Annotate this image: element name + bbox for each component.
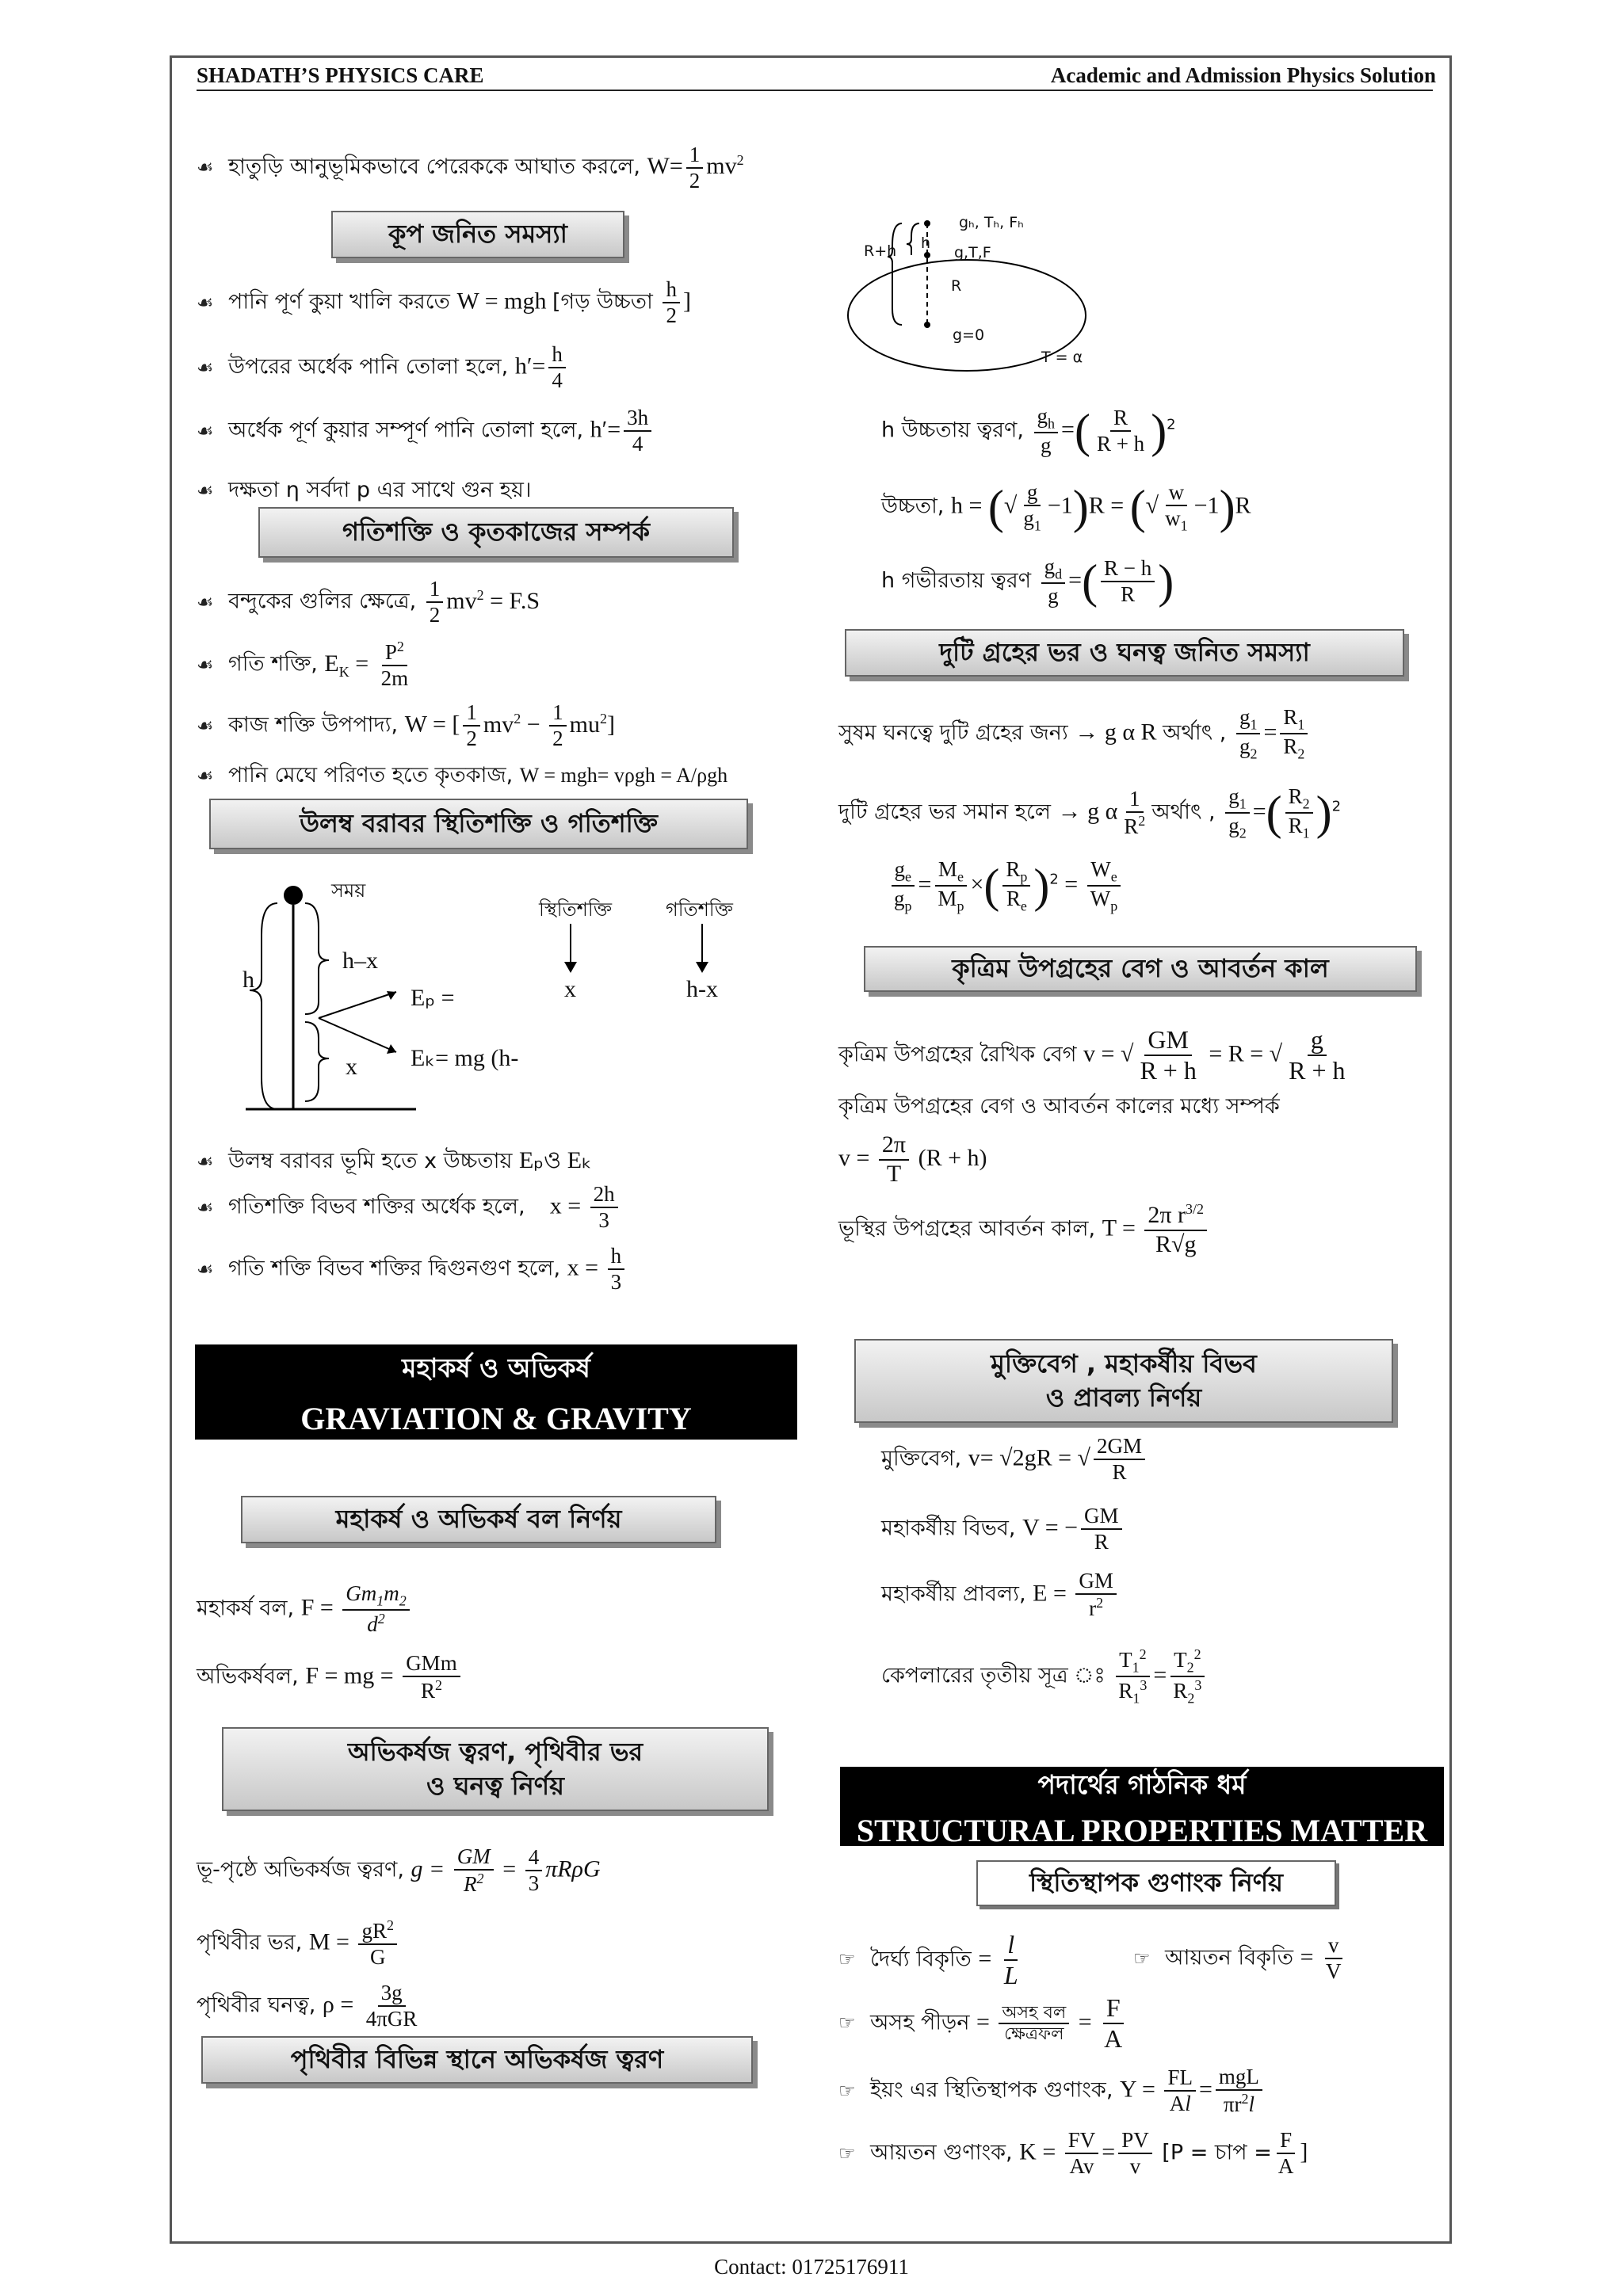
escape-line-4: কেপলারের তৃতীয় সূত্র ঃ $\frac{T_1^2}{R_1^3}$ = $\frac{T_2^2}{R_2^3}$ [881,1646,1208,1707]
bullet-icon: ☙ [197,291,214,314]
bullet-icon: ☙ [197,356,214,379]
arrow-down-icon [564,962,577,973]
kinetic-energy-label: গতিশক্তি [666,898,733,921]
brace-hx [305,903,329,1014]
pointing-hand-icon: ☞ [838,2142,856,2164]
diagram-hx-label: h–x [342,948,378,974]
diagram-rh-label: R+h [864,242,897,260]
diagram-h-small-label: h [921,235,931,252]
stress-denominator: ক্ষেত্রফল [1004,2023,1064,2044]
bullet-icon: ☙ [197,765,214,787]
satellite-line-1: কৃত্রিম উপগ্রহের রৈখিক বেগ v = √ $\frac{GM}{R + h}$ = R = √ $\frac{g}{R + h}$ [838,1025,1346,1085]
diagram-time-label: সময় [331,879,366,902]
footer-contact: Contact: 01725176911 [714,2255,909,2279]
pointing-hand-icon: ☞ [838,2079,856,2102]
well-line-3: ☙ অর্ধেক পূর্ণ কুয়ার সম্পূর্ণ পানি তোলা হলে, h′= $\frac{3h}{4}$ [197,406,655,456]
brace-h [250,903,277,1109]
well-line-2: ☙ উপরের অর্ধেক পানি তোলা হলে, h′= $\frac{h}{4}$ [197,342,569,393]
bullet-icon: ☙ [197,1150,214,1173]
well-heading: কূপ জনিত সমস্যা [331,211,624,258]
bullet-icon: ☙ [197,419,214,442]
pe-line-1: ☙ উলম্ব বরাবর ভূমি হতে x উচ্চতায় Eₚও Eₖ [197,1147,592,1173]
well-line-1: ☙ পানি পূর্ণ কুয়া খালি করতে W = mgh [গড় উচ্চতা $\frac{h}{2}$ ] [197,277,691,328]
bullet-icon: ☙ [197,714,214,737]
kinetic-energy-value: h-x [686,976,718,1002]
brace-h-small [907,223,919,255]
ke-line-1: ☙ বন্দুকের গুলির ক্ষেত্রে, $\frac{1}{2}$ $mv^2 = F.S$ [197,577,540,627]
pe-line-2: ☙ গতিশক্তি বিভব শক্তির অর্ধেক হলে, x = $\frac{2h}{3}$ [197,1182,621,1233]
diagram-h-label: h [242,967,254,993]
bullet-icon: ☙ [197,590,214,613]
potential-energy-value: x [564,976,576,1002]
structural-banner-bn: পদার্থের গাঠনিক ধর্ম [1037,1768,1247,1800]
gravitation-banner-bn: মহাকর্ষ ও অভিকর্ষ [402,1352,590,1383]
escape-heading [854,1339,1393,1423]
accel-heading-line-2: ও ঘনত্ব নির্ণয় [426,1771,564,1801]
diagram-r-label: R [951,277,962,295]
brace-x [305,1022,329,1101]
brace-rh [888,223,902,325]
diagram-t-label: T = α [1041,349,1083,366]
planet-line-3: $\frac{g_e}{g_p}$ = $\frac{M_e}{M_p}$ ×( $\frac{R_p}{R_e}$ )$^2$ = $\frac{W_e}{W_p}$ [888,857,1124,914]
diagram-ep-label: Eₚ = [411,985,455,1011]
ke-heading: গতিশক্তি ও কৃতকাজের সম্পর্ক [258,507,734,558]
diagram-top-label: gₕ, Tₕ, Fₕ [959,214,1024,231]
elastic-line-2: ☞ অসহ পীড়ন = $\frac{\text{অসহ বল}}{\text{ক্ষেত্রফল}}$ = $\frac{F}{A}$ [838,1993,1123,2053]
bullet-icon: ☙ [197,1257,214,1280]
ke-line-2: ☙ গতি শক্তি, $E_K$ = $\frac{P^2}{2m}$ [197,639,409,691]
escape-heading-line-2: ও প্রাবল্য নির্ণয় [1045,1383,1202,1413]
ke-line-3: ☙ কাজ শক্তি উপপাদ্য, W = [ $\frac{1}{2}$ $mv^2$ − $\frac{1}{2}$ $mu^2$] [197,700,615,751]
accel-line-3: পৃথিবীর ঘনত্ব, ρ = $\frac{3g}{\text{4πGR}}$ [197,1981,418,2031]
height-accel-line: h উচ্চতায় ত্বরণ, $\frac{g_h}{g}$ =( $\frac{R}{R + h}$ )$^2$ [881,404,1176,458]
pointing-hand-icon: ☞ [838,1948,856,1971]
accel-heading [222,1727,769,1811]
satellite-line-3: v = $\frac{2\pi}{T}$ (R + h) [838,1131,987,1187]
potential-energy-label: স্থিতিশক্তি [539,898,613,921]
gravitation-banner-en: GRAVIATION & GRAVITY [300,1400,692,1436]
arrow-down-icon [696,962,708,973]
bullet-icon: ☙ [197,155,214,178]
arrow-ek [319,1018,396,1052]
diagram-x-label: x [346,1054,357,1080]
planet-line-2: দুটি গ্রহের ভর সমান হলে → g α $\frac{1}{R^2}$ অর্থাৎ , $\frac{g_1}{g_2}$ =( $\frac{R_2}{R_1}$ )$^2$ [838,784,1342,841]
escape-line-3: মহাকর্ষীয় প্রাবল্য, E = $\frac{GM}{r^2}$ [881,1569,1120,1621]
accel-line-1: ভূ-পৃষ্ঠে অভিকর্ষজ ত্বরণ, g = $\frac{GM}{R^2}$ = $\frac{4}{3}$ πRρG [197,1844,601,1897]
earth-height-diagram [840,214,1133,372]
bullet-icon: ☙ [197,653,214,676]
arrow-ep [319,992,396,1018]
gravitation-banner [195,1344,797,1440]
escape-line-2: মহাকর্ষীয় বিভব, V = − $\frac{GM}{R}$ [881,1504,1125,1554]
force-heading: মহাকর্ষ ও অভিকর্ষ বল নির্ণয় [241,1496,716,1543]
elastic-line-4: ☞ আয়তন গুণাংক, K = $\frac{FV}{Av}$ = $\frac{PV}{v}$ [P = চাপ = $\frac{F}{A}$ ] [838,2128,1308,2179]
ball-icon [284,886,303,905]
diagram-ek-label: Eₖ= mg (h- [411,1045,519,1071]
satellite-line-2: কৃত্রিম উপগ্রহের বেগ ও আবর্তন কালের মধ্যে সম্পর্ক [838,1094,1280,1119]
pointing-hand-icon: ☞ [838,2012,856,2035]
height-line: উচ্চতা, h = (√ $\frac{g}{g_1}$ −1)R = (√ $\frac{w}{w_1}$ −1)R [881,480,1251,534]
pe-line-3: ☙ গতি শক্তি বিভব শক্তির দ্বিগুনগুণ হলে, x = $\frac{h}{3}$ [197,1244,628,1295]
escape-line-1: মুক্তিবেগ, v= √2gR = √ $\frac{2GM}{R}$ [881,1434,1148,1485]
stress-numerator: অসহ বল [999,2003,1069,2024]
hammer-line: ☙ হাতুড়ি আনুভূমিকভাবে পেরেককে আঘাত করলে, W= $\frac{1}{2}$ $mv^2$ [197,143,744,193]
escape-heading-line-1: মুক্তিবেগ , মহাকর্ষীয় বিভব [991,1348,1257,1379]
force-line-1: মহাকর্ষ বল, F = $\frac{Gm_1m_2}{d^2}$ [197,1581,413,1637]
header-rule [197,90,1433,91]
planet-heading: দুটি গ্রহের ভর ও ঘনত্ব জনিত সমস্যা [845,629,1404,677]
elastic-line-1b: ☞ আয়তন বিকৃতি = $\frac{v}{V}$ [1133,1933,1342,1984]
pointing-hand-icon: ☞ [1133,1947,1151,1970]
diagram-g0-label: g=0 [953,326,985,344]
planet-line-1: সুষম ঘনত্বে দুটি গ্রহের জন্য → g α R অর্থাৎ , $\frac{g_1}{g_2}$ = $\frac{R_1}{R_2}$ [838,705,1311,762]
satellite-line-4: ভূস্থির উপগ্রহের আবর্তন কাল, T = $\frac{2\pi r^{3/2}}{R√g}$ [838,1201,1210,1258]
satellite-heading: কৃত্রিম উপগ্রহের বেগ ও আবর্তন কাল [864,946,1417,992]
ke-line-4: ☙ পানি মেঘে পরিণত হতে কৃতকাজ, W = mgh= vρgh = A/ρgh [197,763,728,788]
places-heading: পৃথিবীর বিভিন্ন স্থানে অভিকর্ষজ ত্বরণ [201,2036,753,2084]
structural-banner [840,1767,1444,1846]
diagram-gtf-label: g,T,F [954,244,991,261]
bullet-icon: ☙ [197,1196,214,1219]
elastic-line-3: ☞ ইয়ং এর স্থিতিস্থাপক গুণাংক, Y = $\frac{FL}{Al}$ = $\frac{\text{mgL}}{\pi r^2l}$ [838,2065,1266,2117]
energy-arrows [555,922,745,974]
pe-heading: উলম্ব বরাবর স্থিতিশক্তি ও গতিশক্তি [209,799,748,849]
header-right: Academic and Admission Physics Solution [1050,63,1436,87]
depth-accel-line: h গভীরতায় ত্বরণ $\frac{g_d}{g}$ =( $\frac{R - h}{R}$ ) [881,555,1174,608]
structural-banner-en: STRUCTURAL PROPERTIES MATTER [856,1812,1428,1848]
accel-line-2: পৃথিবীর ভর, M = $\frac{gR^2}{G}$ [197,1917,400,1970]
well-line-4: ☙ দক্ষতা η সর্বদা p এর সাথে গুন হয়। [197,478,532,502]
accel-heading-line-1: অভিকর্ষজ ত্বরণ, পৃথিবীর ভর [347,1736,643,1767]
force-line-2: অভিকর্ষবল, F = mg = $\frac{\text{GMm}}{R^2}$ [197,1651,464,1703]
elastic-line-1: ☞ দৈর্ঘ্য বিকৃতি = $\frac{l}{L}$ [838,1930,1018,1989]
elastic-heading: স্থিতিস্থাপক গুণাংক নির্ণয় [976,1860,1336,1906]
bullet-icon: ☙ [197,479,214,502]
header-left: SHADATH’S PHYSICS CARE [197,63,484,87]
